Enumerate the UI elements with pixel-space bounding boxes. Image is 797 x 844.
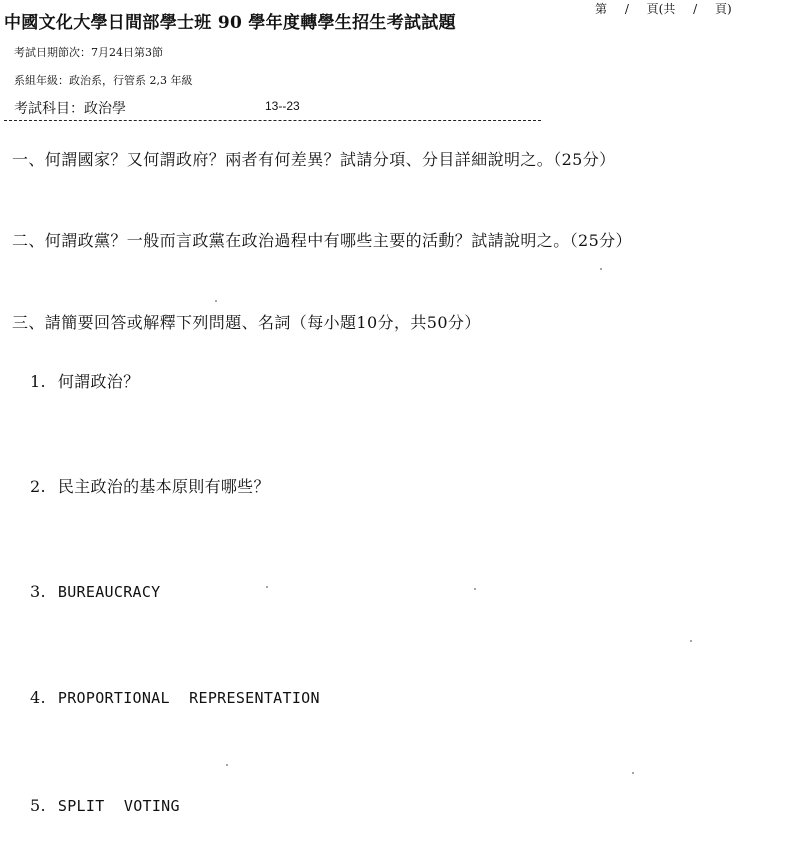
header-divider: [4, 120, 541, 121]
sub-question-number: 2.: [30, 477, 46, 496]
question-2: 二、何謂政黨？一般而言政黨在政治過程中有哪些主要的活動？試請說明之。（25分）: [12, 231, 632, 250]
sub-question-text: 何謂政治？: [57, 372, 140, 391]
department-grade: 系組年級：政治系，行管系 2,3 年級: [14, 74, 193, 87]
exam-code: 13--23: [265, 99, 300, 113]
sub-question-number: 4.: [30, 688, 46, 707]
scan-speck: [632, 772, 634, 774]
question-3: 三、請簡要回答或解釋下列問題、名詞（每小題10分，共50分）: [12, 313, 481, 332]
sub-question-4: [30, 688, 320, 707]
scan-speck: [690, 640, 692, 642]
scan-speck: [600, 268, 602, 270]
sub-question-text: BUREAUCRACY: [57, 583, 161, 601]
scan-speck: [226, 764, 228, 766]
sub-question-3: [30, 582, 161, 601]
scan-speck: [474, 588, 476, 590]
scan-speck: [266, 586, 268, 588]
sub-question-1: [30, 369, 139, 392]
question-1: 一、何謂國家？又何謂政府？兩者有何差異？試請分項、分目詳細說明之。（25分）: [12, 150, 616, 169]
sub-question-number: 3.: [30, 582, 46, 601]
sub-question-2: [30, 474, 270, 497]
sub-question-number: 1.: [30, 372, 46, 391]
sub-question-number: 5.: [30, 796, 46, 815]
exam-title: 中國文化大學日間部學士班 90 學年度轉學生招生考試試題: [4, 13, 456, 33]
sub-question-text: 民主政治的基本原則有哪些？: [57, 477, 270, 496]
page-indicator: 第 / 頁(共 / 頁): [595, 2, 732, 16]
scan-speck: [215, 300, 217, 302]
sub-question-text: SPLIT VOTING: [57, 797, 180, 815]
exam-subject: 考試科目：政治學: [14, 101, 126, 117]
exam-date-session: 考試日期節次：7月24日第3節: [14, 46, 163, 59]
sub-question-text: PROPORTIONAL REPRESENTATION: [57, 689, 320, 707]
sub-question-5: [30, 796, 180, 815]
